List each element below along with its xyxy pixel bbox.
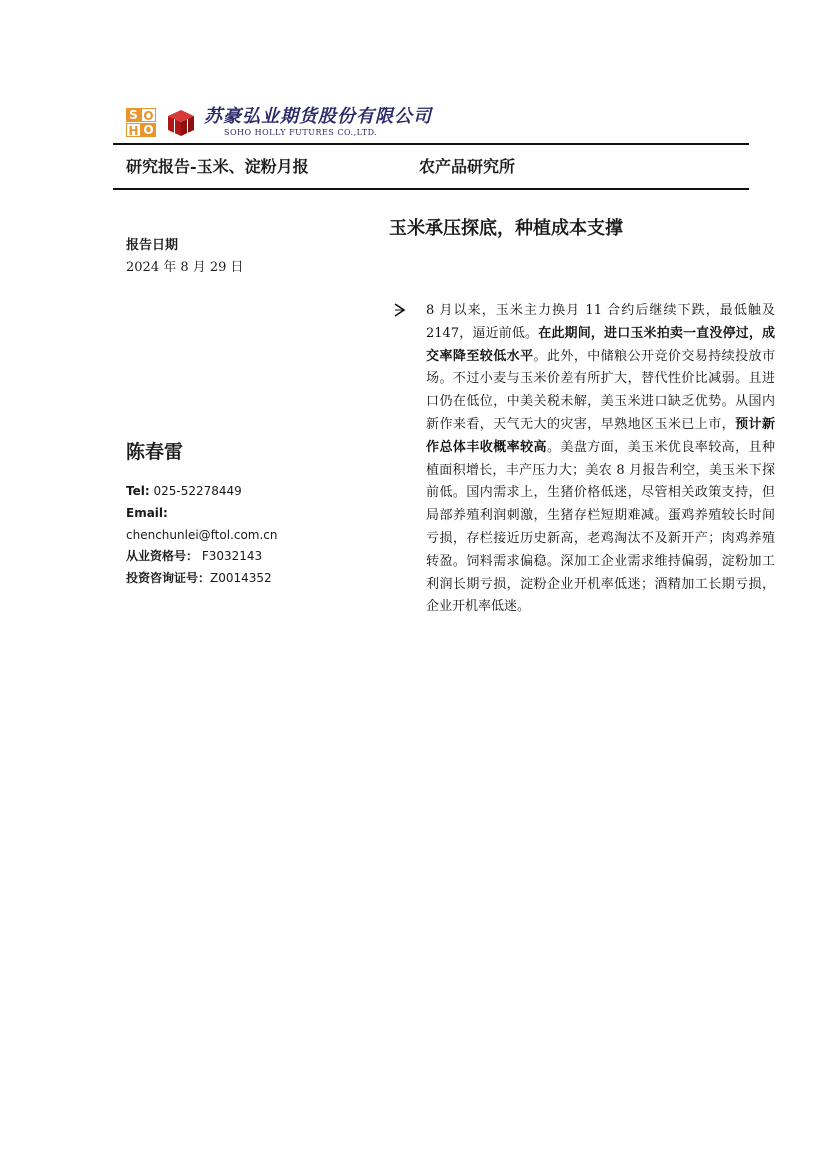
summary-highlight-harvest: 预计新作总体丰收概率较高 — [426, 416, 775, 455]
summary-paragraph — [426, 300, 775, 619]
tel-label: Tel: — [126, 484, 150, 498]
report-title: 玉米承压探底，种植成本支撑 — [389, 218, 623, 239]
qualification-line — [126, 548, 262, 564]
consulting-line — [126, 570, 272, 586]
summary-seg1: 8 月以来，玉米主力换月 11 合约后继续下跌，最低触及 2147，逼近前低。 — [426, 303, 775, 341]
soho-letter-h: H — [126, 123, 141, 137]
tel-line — [126, 483, 242, 499]
consulting-label: 投资咨询证号： — [126, 571, 211, 585]
soho-mark — [126, 108, 158, 138]
department: 农产品研究所 — [419, 157, 516, 176]
soho-letter-o1: O — [141, 108, 156, 122]
summary-seg5: 。美盘方面，美玉米优良率较高，且种植面积增长，丰产压力大；美农 8 月报告利空，美玉米下探前低。国内需求上，生猪价格低迷，尽管相关政策支持，但局部养殖利润刺激，生猪存栏短期难减。蛋鸡养殖较长时间亏损，存栏接近历史新高，老鸡淘汰不及新开产；肉鸡养殖转盈。饲料需求偏稳。深加工企业需求维持偏弱，淀粉加工利润长期亏损，淀粉企业开机率低迷；酒精加工长期亏损，企业开机率低迷。 — [426, 439, 775, 615]
company-name-en: SOHO HOLLY FUTURES CO.,LTD. — [224, 128, 378, 137]
report-type: 研究报告-玉米、淀粉月报 — [126, 157, 309, 176]
email-value: chenchunlei@ftol.com.cn — [126, 528, 278, 542]
header-rule-bottom — [113, 188, 749, 190]
qualification-label: 从业资格号： — [126, 549, 199, 563]
summary-highlight-auction: 在此期间，进口玉米拍卖一直没停过，成交率降至较低水平 — [426, 325, 775, 364]
summary-seg3: 。此外，中储粮公开竞价交易持续投放市场。不过小麦与玉米价差有所扩大，替代性价比减弱。且进口仍在低位，中美关税未解，美玉米进口缺乏优势。从国内新作来看，天气无大的灾害，早熟地区玉米已上市， — [426, 348, 775, 432]
soho-letter-s: S — [126, 108, 141, 122]
arrow-bullet-icon — [394, 303, 406, 317]
tel-value: 025-52278449 — [153, 484, 242, 498]
header-rule-top — [113, 143, 749, 145]
email-label: Email: — [126, 506, 168, 520]
qualification-value: F3032143 — [201, 549, 263, 563]
company-logo — [126, 106, 446, 140]
report-date-label: 报告日期 — [126, 238, 179, 253]
consulting-value: Z0014352 — [210, 571, 272, 585]
report-date-value: 2024 年 8 月 29 日 — [126, 260, 244, 275]
company-name-cn: 苏豪弘业期货股份有限公司 — [204, 106, 432, 127]
email-line — [126, 505, 168, 521]
red-cube-icon — [166, 108, 196, 138]
analyst-name: 陈春雷 — [126, 441, 184, 463]
soho-letter-o2: O — [141, 123, 156, 137]
